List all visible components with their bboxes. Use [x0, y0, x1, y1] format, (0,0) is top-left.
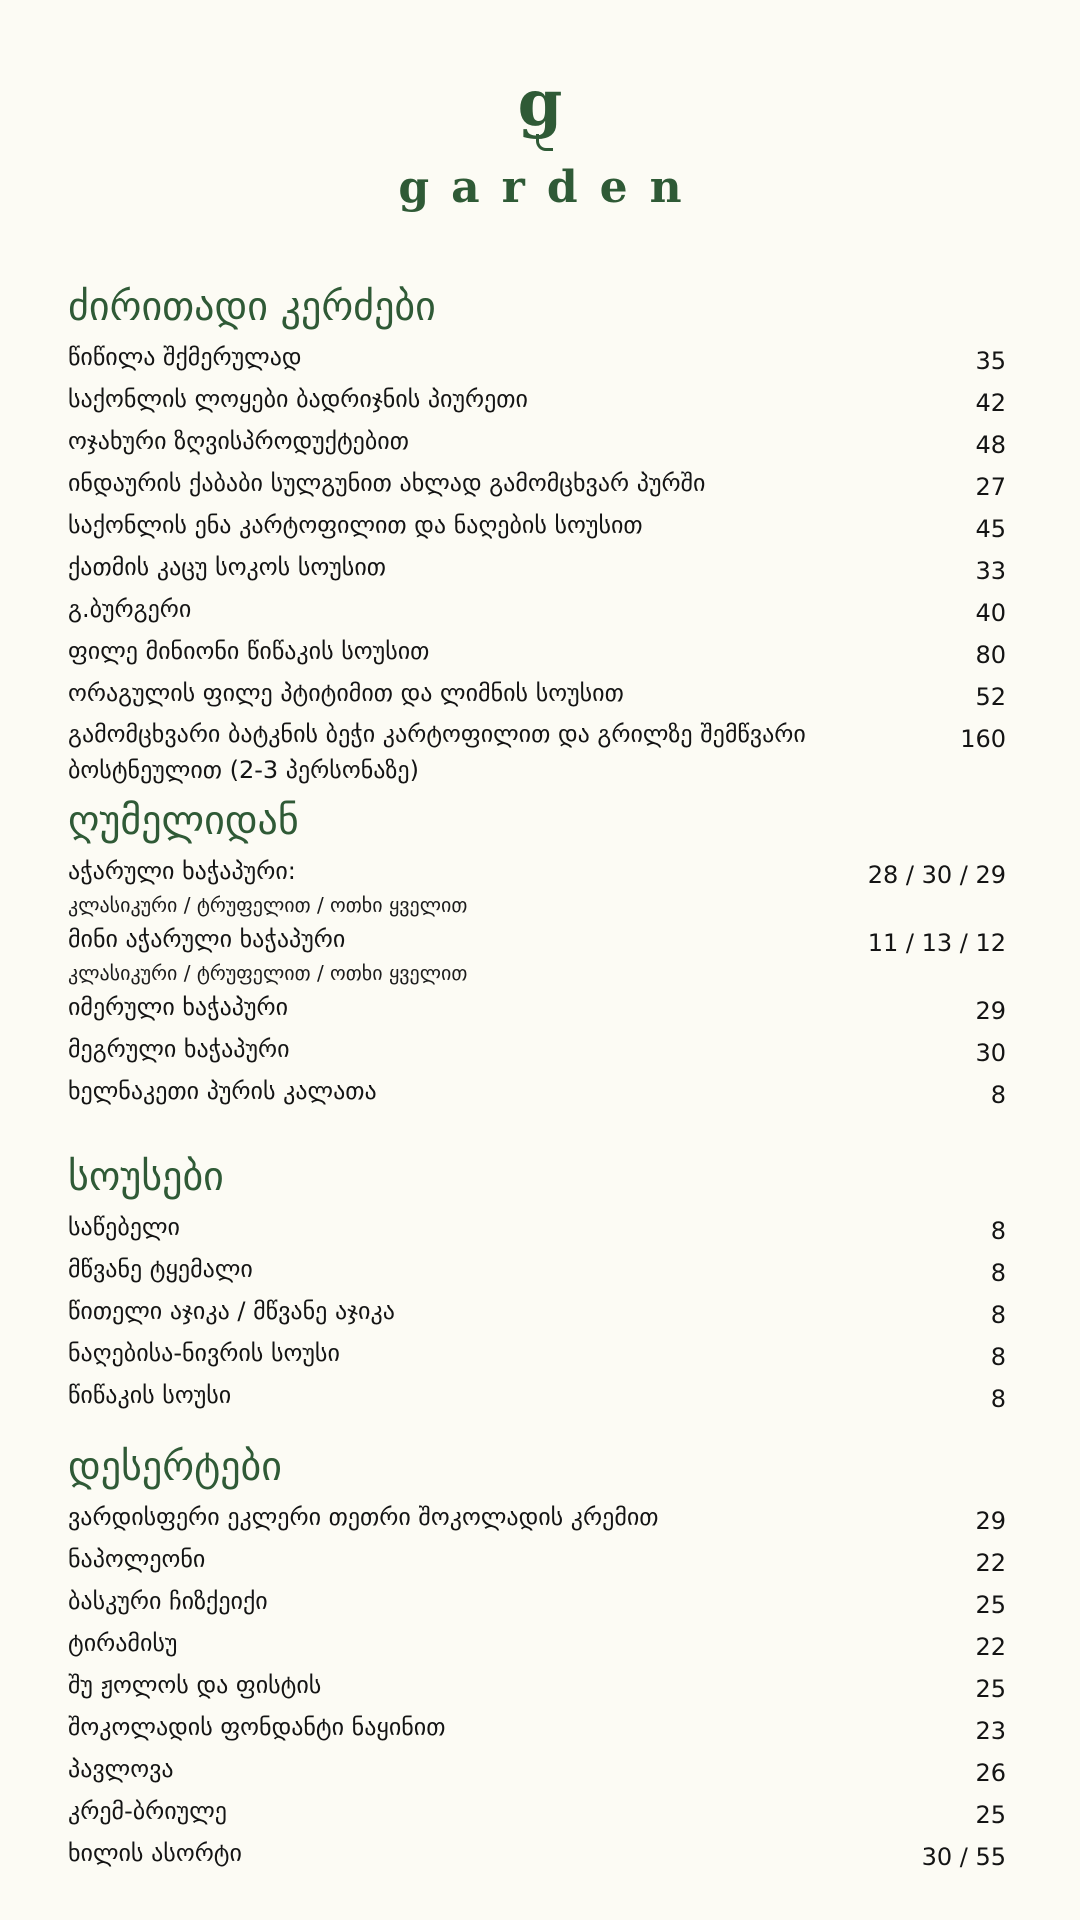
item-name: აჭარული ხაჭაპური:: [68, 857, 296, 885]
item-name: პავლოვა: [68, 1755, 174, 1783]
menu-item: [68, 1834, 1006, 1876]
menu-item: [68, 1334, 1006, 1376]
item-price: 30: [975, 1039, 1006, 1067]
section-title: სოუსები: [68, 1154, 224, 1200]
item-price: 45: [975, 515, 1006, 543]
menu-item: [68, 674, 1006, 716]
menu-item: [68, 1376, 1006, 1418]
item-variants: კლასიკური / ტრუფელით / ოთხი ყველით: [68, 893, 468, 917]
menu-item: [68, 338, 1006, 380]
item-name: გ.ბურგერი: [68, 595, 192, 623]
item-price: 22: [975, 1549, 1006, 1577]
item-name: ვარდისფერი ეკლერი თეთრი შოკოლადის კრემით: [68, 1503, 659, 1531]
item-name: მეგრული ხაჭაპური: [68, 1035, 290, 1063]
garden-logo-mark: g: [518, 72, 563, 151]
brand-logo: [0, 66, 1080, 213]
item-name: წიწილა შქმერულად: [68, 343, 302, 371]
item-name: ნაღებისა-ნივრის სოუსი: [68, 1339, 340, 1367]
item-name: შუ ჟოლოს და ფისტის: [68, 1671, 322, 1699]
item-price: 11 / 13 / 12: [867, 929, 1006, 957]
section-title: ძირითადი კერძები: [68, 284, 436, 330]
menu-item: [68, 1072, 1006, 1114]
item-price: 8: [990, 1385, 1006, 1413]
item-price: 8: [990, 1217, 1006, 1245]
garden-logo-text: garden: [398, 162, 704, 213]
menu-item: [68, 716, 1006, 788]
item-price: 25: [975, 1801, 1006, 1829]
item-price: 42: [975, 389, 1006, 417]
item-price: 80: [975, 641, 1006, 669]
menu-item: [68, 1030, 1006, 1072]
item-price: 30 / 55: [921, 1843, 1006, 1871]
item-price: 40: [975, 599, 1006, 627]
item-name: გამომცხვარი ბატკნის ბეჭი კარტოფილით და გრილზე შემწვარი ბოსტნეულით (2-3 პერსონაზე): [68, 720, 806, 784]
item-name: ბასკური ჩიზქეიქი: [68, 1587, 268, 1615]
menu-item: [68, 1750, 1006, 1792]
menu-item: [68, 920, 1006, 962]
item-name: საქონლის ენა კარტოფილით და ნაღების სოუსით: [68, 511, 643, 539]
item-name: ტირამისუ: [68, 1629, 178, 1657]
menu-item: [68, 1540, 1006, 1582]
item-name: ნაპოლეონი: [68, 1545, 206, 1573]
menu-item: [68, 422, 1006, 464]
item-price: 25: [975, 1675, 1006, 1703]
item-price: 35: [975, 347, 1006, 375]
item-price: 160: [960, 725, 1006, 753]
item-price: 52: [975, 683, 1006, 711]
item-price: 8: [990, 1343, 1006, 1371]
item-name: მინი აჭარული ხაჭაპური: [68, 925, 346, 953]
menu-item: [68, 1208, 1006, 1250]
menu-item: [68, 1250, 1006, 1292]
item-price: 25: [975, 1591, 1006, 1619]
section-sauces: [68, 1150, 1006, 1418]
menu-item: [68, 590, 1006, 632]
item-name: ხილის ასორტი: [68, 1839, 242, 1867]
section-title: დესერტები: [68, 1444, 282, 1490]
item-price: 8: [990, 1301, 1006, 1329]
item-name: ქათმის კაცუ სოკოს სოუსით: [68, 553, 386, 581]
item-name: წიწაკის სოუსი: [68, 1381, 232, 1409]
menu-item: [68, 380, 1006, 422]
item-name: იმერული ხაჭაპური: [68, 993, 289, 1021]
item-name: ორაგულის ფილე პტიტიმით და ლიმნის სოუსით: [68, 679, 624, 707]
menu-item: [68, 548, 1006, 590]
item-name: ოჯახური ზღვისპროდუქტებით: [68, 427, 409, 455]
menu-item: [68, 1498, 1006, 1540]
item-name: მწვანე ტყემალი: [68, 1255, 253, 1283]
menu-item: [68, 632, 1006, 674]
item-price: 22: [975, 1633, 1006, 1661]
item-name: საქონლის ლოყები ბადრიჯნის პიურეთი: [68, 385, 528, 413]
item-price: 29: [975, 997, 1006, 1025]
item-price: 29: [975, 1507, 1006, 1535]
menu-item: [68, 852, 1006, 894]
section-title: ღუმელიდან: [68, 798, 299, 844]
section-desserts: [68, 1440, 1006, 1876]
item-name: ფილე მინიონი წიწაკის სოუსით: [68, 637, 430, 665]
item-name: ხელნაკეთი პურის კალათა: [68, 1077, 377, 1105]
menu-item: [68, 464, 1006, 506]
item-name: შოკოლადის ფონდანტი ნაყინით: [68, 1713, 446, 1741]
item-price: 27: [975, 473, 1006, 501]
menu-item: [68, 1624, 1006, 1666]
item-price: 48: [975, 431, 1006, 459]
menu-item: [68, 1582, 1006, 1624]
menu-item: [68, 506, 1006, 548]
menu-item: [68, 1792, 1006, 1834]
item-price: 26: [975, 1759, 1006, 1787]
menu-item: [68, 1666, 1006, 1708]
item-name: კრემ-ბრიულე: [68, 1797, 227, 1825]
item-price: 23: [975, 1717, 1006, 1745]
item-price: 8: [990, 1081, 1006, 1109]
item-variants: კლასიკური / ტრუფელით / ოთხი ყველით: [68, 961, 468, 985]
item-price: 28 / 30 / 29: [867, 861, 1006, 889]
item-price: 8: [990, 1259, 1006, 1287]
item-name: ინდაურის ქაბაბი სულგუნით ახლად გამომცხვარ პურში: [68, 469, 706, 497]
section-main-dishes: [68, 280, 1006, 788]
item-name: წითელი აჯიკა / მწვანე აჯიკა: [68, 1297, 395, 1325]
item-price: 33: [975, 557, 1006, 585]
menu-item: [68, 988, 1006, 1030]
section-from-oven: [68, 794, 1006, 1114]
item-name: საწებელი: [68, 1213, 180, 1241]
menu-item: [68, 1292, 1006, 1334]
menu-item: [68, 1708, 1006, 1750]
